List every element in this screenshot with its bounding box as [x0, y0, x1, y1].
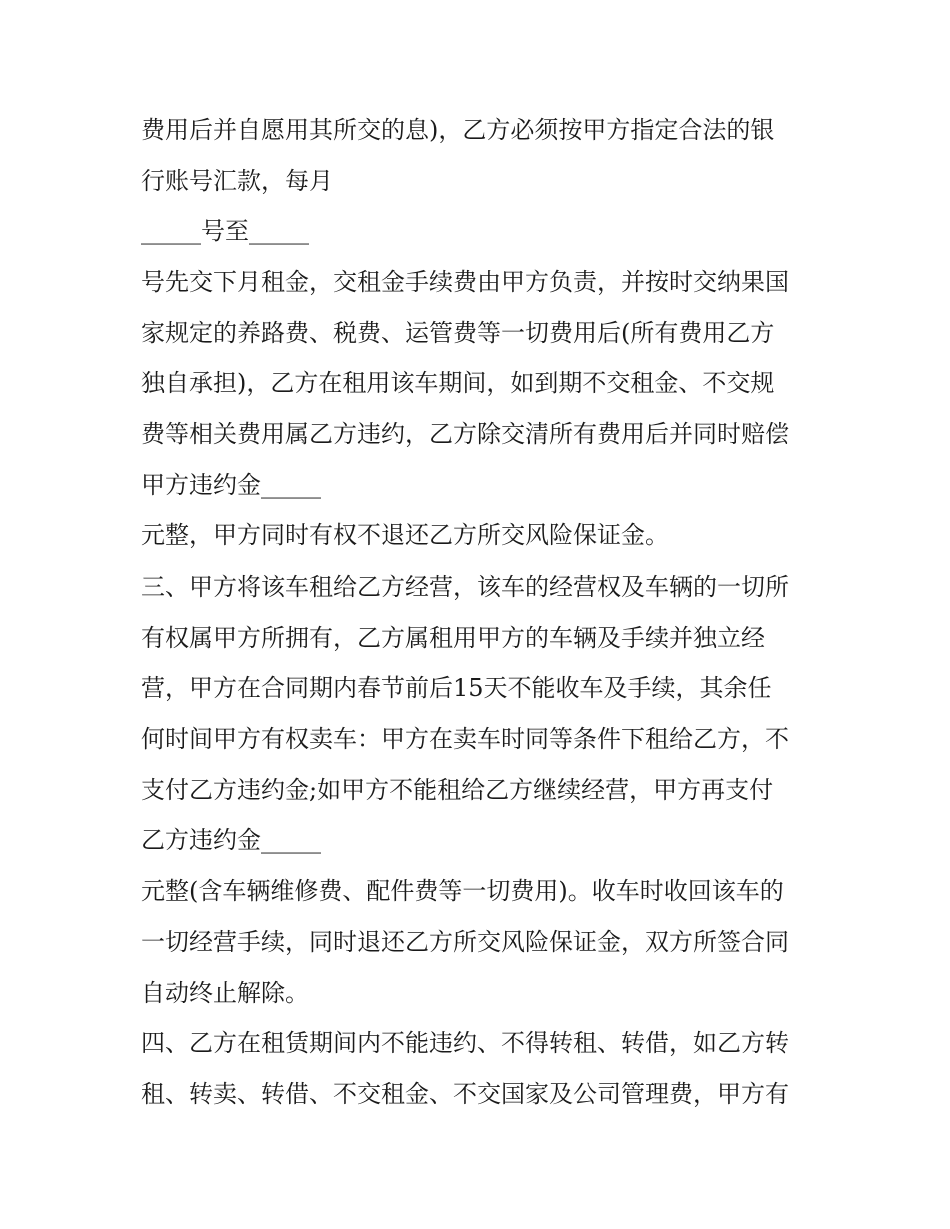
- text-line: 三、甲方将该车租给乙方经营，该车的经营权及车辆的一切所: [141, 573, 789, 601]
- text-line: 行账号汇款，每月: [141, 167, 333, 195]
- text-line: 营，甲方在合同期内春节前后15天不能收车及手续，其余任: [141, 674, 772, 702]
- text-line: 甲方违约金_____: [141, 471, 321, 499]
- text-line: 独自承担)，乙方在租用该车期间，如到期不交租金、不交规: [141, 369, 775, 397]
- text-line: _____号至_____: [141, 217, 309, 245]
- text-line: 元整(含车辆维修费、配件费等一切费用)。收车时收回该车的: [141, 877, 784, 905]
- text-line: 一切经营手续，同时退还乙方所交风险保证金，双方所签合同: [141, 928, 789, 956]
- text-line: 元整，甲方同时有权不退还乙方所交风险保证金。: [141, 521, 669, 549]
- text-line: 有权属甲方所拥有，乙方属租用甲方的车辆及手续并独立经: [141, 624, 765, 652]
- text-line: 费等相关费用属乙方违约，乙方除交清所有费用后并同时赔偿: [141, 420, 789, 448]
- text-line: 四、乙方在租赁期间内不能违约、不得转租、转借，如乙方转: [141, 1029, 789, 1057]
- text-line: 租、转卖、转借、不交租金、不交国家及公司管理费，甲方有: [141, 1080, 789, 1108]
- text-line: 何时间甲方有权卖车：甲方在卖车时同等条件下租给乙方，不: [141, 725, 789, 753]
- text-line: 家规定的养路费、税费、运管费等一切费用后(所有费用乙方: [141, 319, 775, 347]
- text-line: 自动终止解除。: [141, 979, 309, 1007]
- text-line: 支付乙方违约金;如甲方不能租给乙方继续经营，甲方再支付: [141, 776, 774, 804]
- text-line: 号先交下月租金，交租金手续费由甲方负责，并按时交纳果国: [141, 268, 789, 296]
- text-line: 乙方违约金_____: [141, 826, 321, 854]
- text-line: 费用后并自愿用其所交的息)，乙方必须按甲方指定合法的银: [141, 116, 775, 144]
